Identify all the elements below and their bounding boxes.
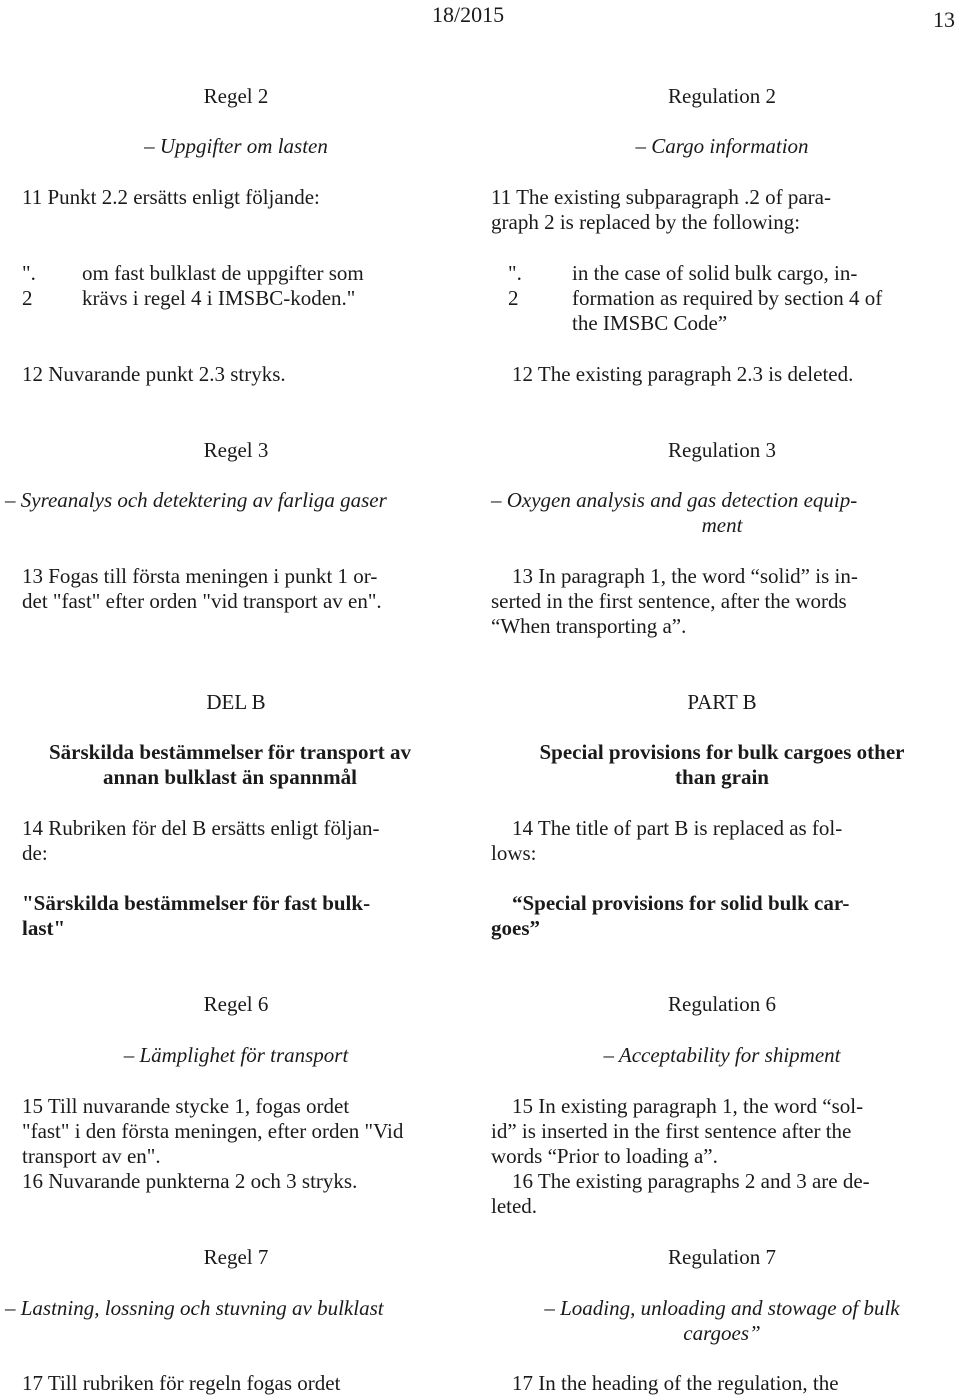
en-paragraph-13-line-3: “When transporting a”. bbox=[491, 614, 687, 638]
part-b-heading-line-1: Special provisions for bulk cargoes other bbox=[539, 740, 905, 764]
sv-paragraph-11: 11 Punkt 2.2 ersätts enligt följande: bbox=[22, 185, 320, 209]
en-item-number-top: ". bbox=[508, 261, 522, 285]
en-paragraph-15-line-3: words “Prior to loading a”. bbox=[491, 1144, 718, 1168]
regel-2-subtitle-text: Uppgifter om lasten bbox=[159, 134, 328, 158]
regel-7-subtitle-text: Lastning, lossning och stuvning av bulklast bbox=[20, 1296, 384, 1320]
regel-3-subtitle-text: Syreanalys och detektering av farliga gaser bbox=[20, 488, 387, 512]
en-paragraph-11-line-1: 11 The existing subparagraph .2 of para- bbox=[491, 185, 831, 209]
sv-new-title-line-1: "Särskilda bestämmelser för fast bulk- bbox=[22, 891, 371, 915]
en-paragraph-11-line-2: graph 2 is replaced by the following: bbox=[491, 210, 801, 234]
regulation-7-subtitle-line-2: cargoes” bbox=[683, 1321, 761, 1345]
regel-6-title: Regel 6 bbox=[203, 992, 269, 1016]
en-paragraph-16-line-1: 16 The existing paragraphs 2 and 3 are de- bbox=[512, 1169, 870, 1193]
regulation-2-subtitle bbox=[491, 134, 953, 159]
en-paragraph-12: 12 The existing paragraph 2.3 is deleted. bbox=[512, 362, 854, 386]
sv-paragraph-13-line-1: 13 Fogas till första meningen i punkt 1 or- bbox=[22, 564, 378, 588]
regulation-3-subtitle-line-1 bbox=[491, 488, 953, 513]
en-paragraph-14-line-2: lows: bbox=[491, 841, 537, 865]
issue-number: 18/2015 bbox=[432, 2, 505, 27]
dash: – bbox=[544, 1296, 561, 1320]
sv-new-title-line-2: last" bbox=[22, 916, 66, 940]
en-new-title-line-1: “Special provisions for solid bulk car- bbox=[512, 891, 850, 915]
en-new-title-line-2: goes” bbox=[491, 916, 540, 940]
en-item-number-bottom: 2 bbox=[508, 286, 519, 310]
regulation-2-subtitle-text: Cargo information bbox=[651, 134, 809, 158]
en-paragraph-13-line-1: 13 In paragraph 1, the word “solid” is in- bbox=[512, 564, 858, 588]
sv-paragraph-12: 12 Nuvarande punkt 2.3 stryks. bbox=[22, 362, 286, 386]
sv-paragraph-14-line-2: de: bbox=[22, 841, 48, 865]
part-b-heading-line-2: than grain bbox=[675, 765, 769, 789]
sv-item-line-1: om fast bulklast de uppgifter som bbox=[82, 261, 364, 285]
en-paragraph-13-line-2: serted in the first sentence, after the words bbox=[491, 589, 847, 613]
sv-paragraph-16: 16 Nuvarande punkterna 2 och 3 stryks. bbox=[22, 1169, 358, 1193]
regel-3-subtitle bbox=[5, 488, 387, 513]
regulation-7-title: Regulation 7 bbox=[668, 1245, 776, 1269]
dash: – bbox=[5, 488, 21, 512]
regel-6-subtitle bbox=[22, 1043, 450, 1068]
dash: – bbox=[144, 134, 160, 158]
regulation-3-subtitle-text: Oxygen analysis and gas detection equip- bbox=[506, 488, 858, 512]
en-item-line-1: in the case of solid bulk cargo, in- bbox=[572, 261, 858, 285]
del-b-heading-line-1: Särskilda bestämmelser för transport av bbox=[48, 740, 412, 764]
page-number: 13 bbox=[933, 7, 955, 32]
sv-item-number-top: ". bbox=[22, 261, 36, 285]
dash: – bbox=[635, 134, 652, 158]
del-b-heading-line-2: annan bulklast än spannmål bbox=[103, 765, 357, 789]
dash: – bbox=[123, 1043, 140, 1067]
regel-2-subtitle bbox=[22, 134, 450, 159]
regel-7-subtitle bbox=[5, 1296, 384, 1321]
en-paragraph-17: 17 In the heading of the regulation, the bbox=[512, 1371, 839, 1395]
sv-paragraph-17: 17 Till rubriken för regeln fogas ordet bbox=[22, 1371, 341, 1395]
sv-paragraph-15-line-2: "fast" i den första meningen, efter orden "Vid bbox=[22, 1119, 404, 1143]
sv-paragraph-15-line-1: 15 Till nuvarande stycke 1, fogas ordet bbox=[22, 1094, 350, 1118]
en-paragraph-15-line-1: 15 In existing paragraph 1, the word “sol- bbox=[512, 1094, 864, 1118]
en-item-line-2: formation as required by section 4 of bbox=[572, 286, 883, 310]
en-paragraph-14-line-1: 14 The title of part B is replaced as fol- bbox=[512, 816, 843, 840]
regulation-3-subtitle-line-2: ment bbox=[701, 513, 743, 537]
regulation-7-subtitle-text: Loading, unloading and stowage of bulk bbox=[560, 1296, 900, 1320]
regel-2-title: Regel 2 bbox=[203, 84, 269, 108]
sv-item-number-bottom: 2 bbox=[22, 286, 33, 310]
regel-6-subtitle-text: Lämplighet för transport bbox=[139, 1043, 349, 1067]
part-b-title: PART B bbox=[687, 690, 757, 714]
en-paragraph-16-line-2: leted. bbox=[491, 1194, 538, 1218]
dash: – bbox=[491, 488, 507, 512]
regulation-7-subtitle-line-1 bbox=[491, 1296, 953, 1321]
regel-7-title: Regel 7 bbox=[203, 1245, 269, 1269]
del-b-title: DEL B bbox=[206, 690, 266, 714]
regulation-6-subtitle-text: Acceptability for shipment bbox=[618, 1043, 841, 1067]
regulation-6-title: Regulation 6 bbox=[668, 992, 776, 1016]
dash: – bbox=[603, 1043, 619, 1067]
sv-paragraph-15-line-3: transport av en". bbox=[22, 1144, 161, 1168]
sv-item-line-2: krävs i regel 4 i IMSBC-koden." bbox=[82, 286, 356, 310]
sv-paragraph-13-line-2: det "fast" efter orden "vid transport av en". bbox=[22, 589, 382, 613]
sv-paragraph-14-line-1: 14 Rubriken för del B ersätts enligt följan- bbox=[22, 816, 380, 840]
regulation-2-title: Regulation 2 bbox=[668, 84, 776, 108]
regel-3-title: Regel 3 bbox=[203, 438, 269, 462]
en-paragraph-15-line-2: id” is inserted in the first sentence after the bbox=[491, 1119, 852, 1143]
regulation-6-subtitle bbox=[491, 1043, 953, 1068]
regulation-3-title: Regulation 3 bbox=[668, 438, 776, 462]
en-item-line-3: the IMSBC Code” bbox=[572, 311, 728, 335]
dash: – bbox=[5, 1296, 21, 1320]
